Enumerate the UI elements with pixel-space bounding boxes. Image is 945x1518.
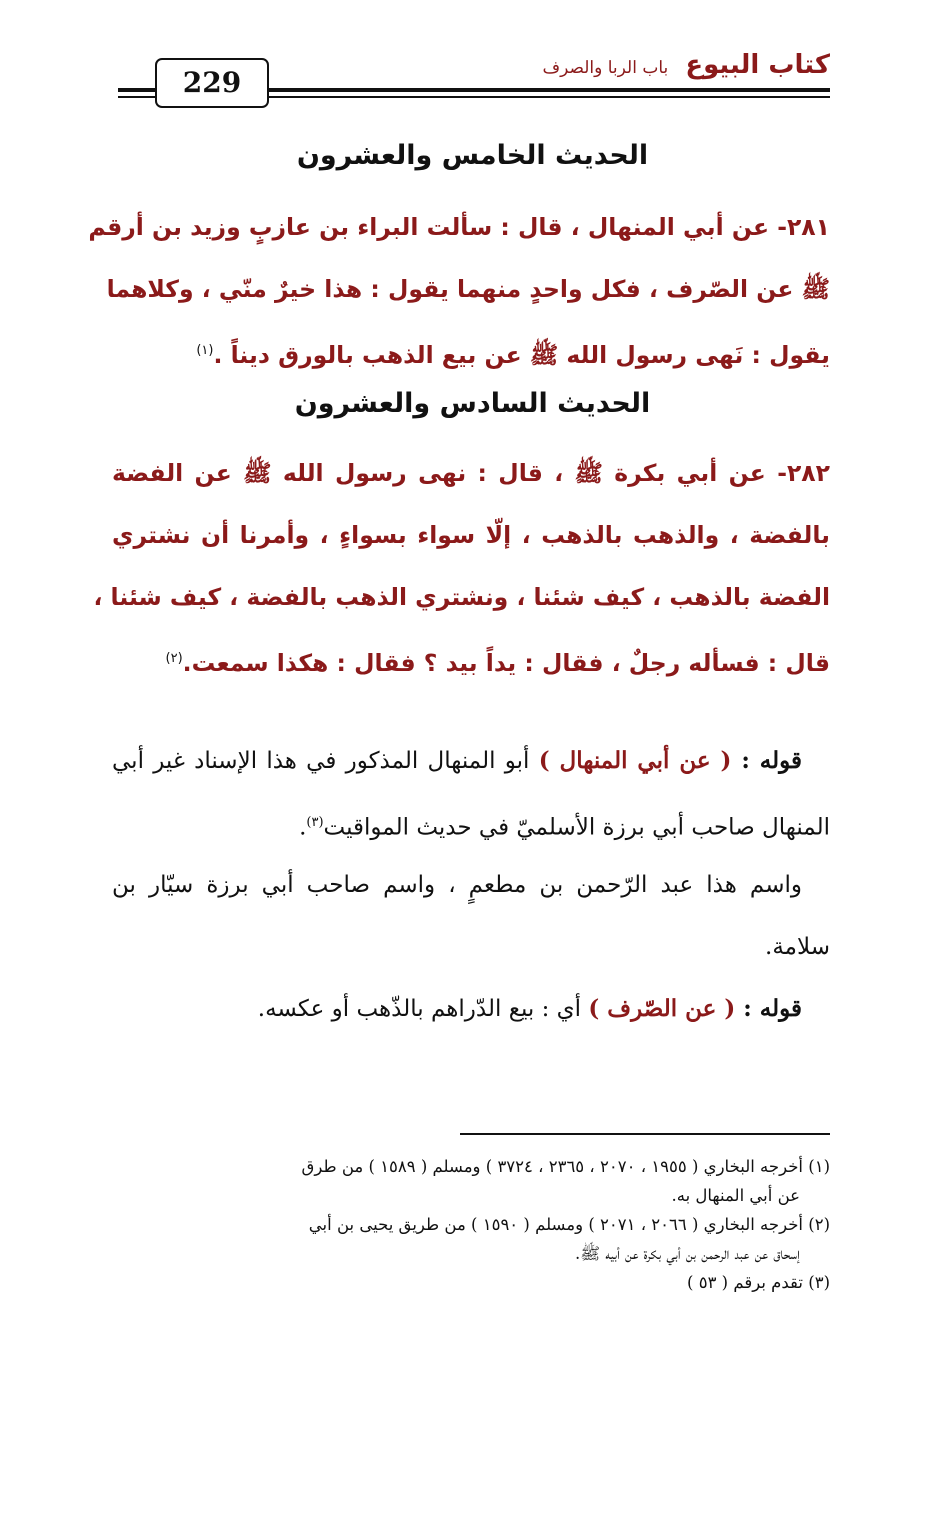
commentary-p3-rest: أي : بيع الدّراهم بالذّهب أو عكسه. — [257, 996, 589, 1022]
hadith-26-heading: الحديث السادس والعشرون — [294, 388, 651, 419]
commentary-p2-line-2: سلامة. — [765, 934, 830, 960]
hadith-26-line-4 — [112, 628, 830, 690]
running-header — [542, 50, 830, 80]
commentary-p3-prefix: قوله : — [735, 995, 802, 1022]
footnote-2-line-1: (٢) أخرجه البخاري ( ٢٠٦٦ ، ٢٠٧١ ) ومسلم ( ١٥٩٠ ) من طريق يحيى بن أبي — [308, 1215, 830, 1234]
hadith-25-line-3-text: يقول : نَهى رسول الله ﷺ عن بيع الذهب بالورق ديناً . — [213, 340, 830, 369]
footnote-1-line-2: عن أبي المنهال به. — [671, 1186, 800, 1205]
hadith-26-line-1: ٢٨٢- عن أبي بكرة ﷺ ، قال : نهى رسول الله ﷺ عن الفضة — [112, 459, 830, 487]
footnote-2-line-2: إسحاق عن عبد الرحمن بن أبي بكرة عن أبيه ﷺ. — [574, 1244, 800, 1263]
commentary-p1-rest: أبو المنهال المذكور في هذا الإسناد غير أبي — [112, 748, 539, 774]
page-number: 229 — [182, 66, 242, 99]
hadith-26-line-4-text: قال : فسأله رجلٌ ، فقال : يداً بيد ؟ فقال : هكذا سمعت. — [182, 648, 830, 677]
hadith-25-text — [88, 196, 830, 382]
chapter-title: باب الربا والصرف — [542, 58, 669, 78]
hadith-26-line-2: بالفضة ، والذهب بالذهب ، إلّا سواء بسواءٍ ، وأمرنا أن نشتري — [112, 521, 830, 549]
footnote-marker-3[interactable]: (٣) — [306, 815, 324, 830]
commentary-p1-line-1 — [112, 730, 830, 792]
commentary — [112, 730, 830, 1040]
footnote-marker-1[interactable]: (١) — [196, 343, 214, 358]
hadith-25-heading: الحديث الخامس والعشرون — [296, 140, 649, 171]
hadith-25-line-2: ﷺ عن الصّرف ، فكل واحدٍ منهما يقول : هذا خيرٌ منّي ، وكلاهما — [106, 275, 830, 303]
footnote-3-line-1: (٣) تقدم برقم ( ٥٣ ) — [687, 1273, 830, 1292]
commentary-p1-line-2-end: . — [299, 814, 307, 841]
commentary-p3 — [112, 978, 830, 1040]
commentary-p1-prefix: قوله : — [731, 747, 802, 774]
page-number-box — [155, 58, 269, 108]
commentary-p2-line-1: واسم هذا عبد الرّحمن بن مطعمٍ ، واسم صاحب أبي برزة سيّار بن — [112, 872, 802, 898]
commentary-p1-line-2-text: المنهال صاحب أبي برزة الأسلميّ في حديث المواقيت — [323, 814, 830, 841]
hadith-25-line-1: ٢٨١- عن أبي المنهال ، قال : سألت البراء بن عازبٍ وزيد بن أرقم — [88, 213, 830, 241]
footnote-1-line-1: (١) أخرجه البخاري ( ١٩٥٥ ، ٢٠٧٠ ، ٢٣٦٥ ، ٣٧٢٤ ) ومسلم ( ١٥٨٩ ) من طرق — [301, 1157, 830, 1176]
footnotes — [115, 1152, 830, 1297]
footnote-separator — [460, 1133, 830, 1135]
hadith-26-line-3: الفضة بالذهب ، كيف شئنا ، ونشتري الذهب بالفضة ، كيف شئنا ، — [93, 583, 830, 611]
footnote-marker-2[interactable]: (٢) — [165, 651, 183, 666]
commentary-p1-line-2 — [112, 792, 830, 854]
hadith-26-text — [93, 442, 830, 690]
commentary-p1-quote: ( عن أبي المنهال ) — [538, 747, 732, 774]
hadith-25-line-3 — [112, 320, 830, 382]
book-title: كتاب البيوع — [685, 50, 830, 80]
commentary-p3-quote: ( عن الصّرف ) — [588, 995, 736, 1022]
